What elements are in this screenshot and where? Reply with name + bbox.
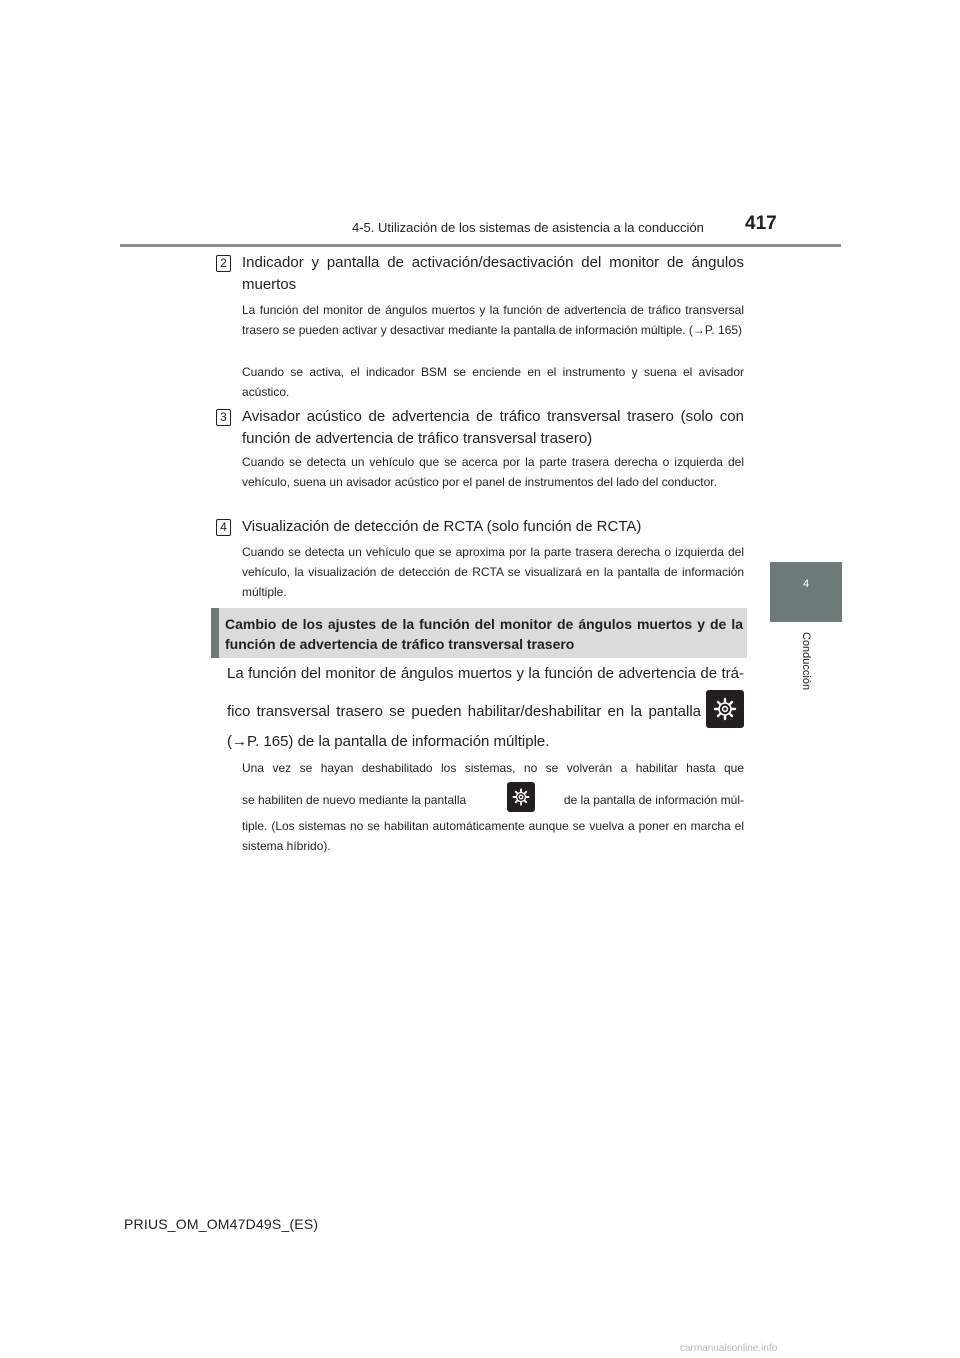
- note-line: se habiliten de nuevo mediante la pantalla: [242, 793, 467, 807]
- document-code: PRIUS_OM_OM47D49S_(ES): [124, 1216, 319, 1232]
- item-paragraph: Cuando se activa, el indicador BSM se enciende en el instrumento y suena el avisador acústico.: [242, 365, 744, 399]
- item-title-2: Indicador y pantalla de activación/desactivación del monitor de ángulos muertos: [242, 254, 744, 293]
- item-paragraph: Cuando se detecta un vehículo que se aproxima por la parte trasera derecha o izquierda del vehículo, la visualización de detección de RCTA se visualizará en la pantalla de información múltiple.: [242, 545, 744, 599]
- gear-icon: [706, 690, 744, 728]
- item-paragraph: La función del monitor de ángulos muertos y la función de advertencia de tráfico transversal trasero se pueden activar y desactivar mediante la pantalla de información múltiple. (→P. 165): [242, 303, 744, 337]
- running-header: 4-5. Utilización de los sistemas de asistencia a la conducción: [352, 220, 704, 235]
- page-number: 417: [745, 213, 777, 234]
- item-paragraph: Cuando se detecta un vehículo que se acerca por la parte trasera derecha o izquierda del vehículo, suena un avisador acústico por el panel de instrumentos del lado del conductor.: [242, 455, 744, 489]
- watermark: carmanualsonline.info: [680, 1343, 778, 1354]
- chapter-number: 4: [802, 578, 810, 590]
- note-line: de la pantalla de información múl-: [563, 793, 744, 807]
- section-heading: Cambio de los ajustes de la función del monitor de ángulos muertos y de la función de advertencia de tráfico transversal trasero: [225, 616, 743, 652]
- header-rule: [120, 244, 841, 247]
- item-title-3: Avisador acústico de advertencia de tráfico transversal trasero (solo con función de advertencia de tráfico transversal trasero): [242, 408, 744, 447]
- item-title-4: Visualización de detección de RCTA (solo función de RCTA): [242, 518, 642, 535]
- section-body-line: (→P. 165) de la pantalla de información múltiple.: [227, 733, 550, 750]
- chapter-label: [776, 632, 836, 722]
- item-badge-3: 3: [216, 409, 231, 426]
- chapter-label-text: Conducción: [800, 632, 812, 691]
- note-line: tiple. (Los sistemas no se habilitan automáticamente aunque se vuelva a poner en marcha el sistema híbrido).: [242, 819, 744, 853]
- section-body-line: fico transversal trasero se pueden habilitar/deshabilitar en la pantalla: [227, 703, 701, 720]
- gear-icon: [507, 782, 535, 812]
- section-body-line: La función del monitor de ángulos muertos y la función de advertencia de trá-: [227, 665, 744, 682]
- section-heading-bar: [211, 608, 219, 658]
- item-badge-2: 2: [216, 255, 231, 272]
- chapter-tab: [770, 562, 842, 622]
- note-line: Una vez se hayan deshabilitado los sistemas, no se volverán a habilitar hasta que: [242, 761, 744, 775]
- item-badge-4: 4: [216, 519, 231, 536]
